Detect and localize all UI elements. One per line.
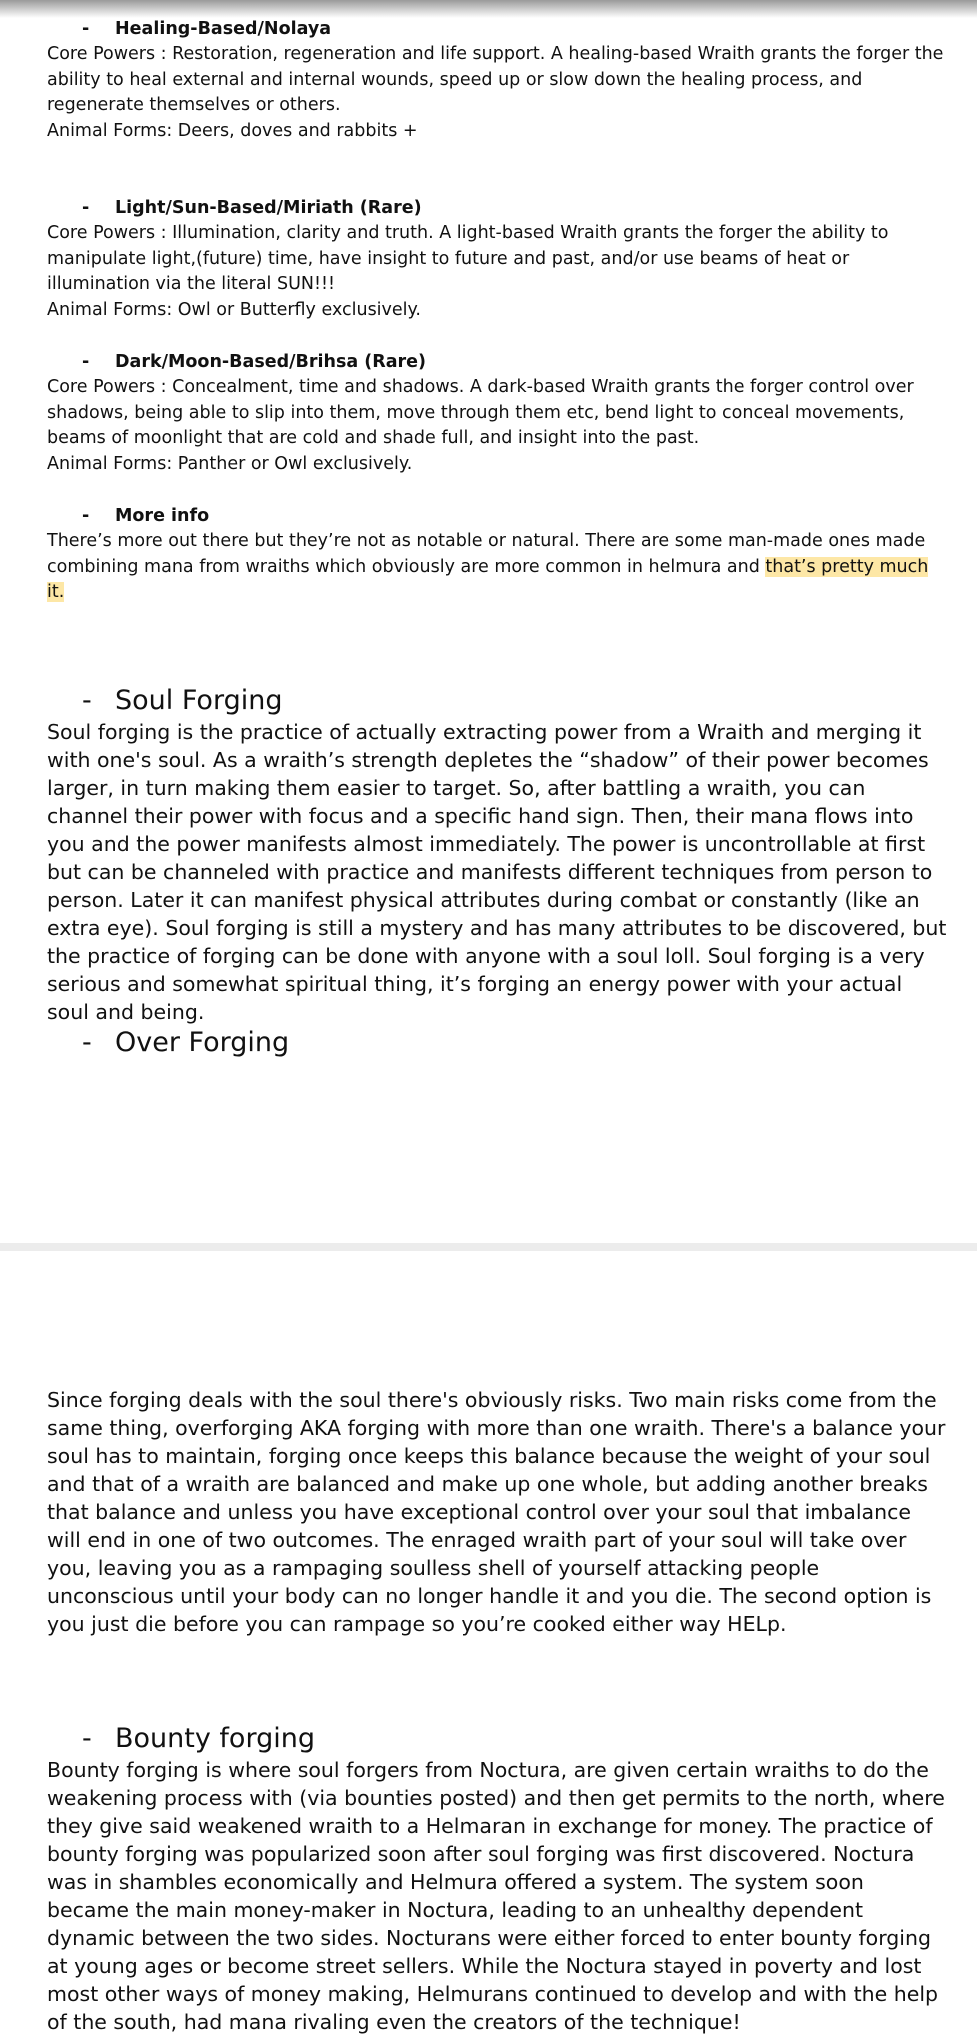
more-info-body: There’s more out there but they’re not as notable or natural. There are some man-made ones made combining mana from wraiths which obviously are more common in helmura and <box>47 531 926 577</box>
bullet-dash: - <box>82 1723 92 1754</box>
document-page-2 <box>0 1251 977 2041</box>
bullet-dash: - <box>82 506 90 526</box>
bounty-forging-text: Bounty forging is where soul forgers from Noctura, are given certain wraiths to do the weakening process with (via bounties posted) and then get permits to the north, where they give said weakened wraith to a Helmaran in exchange for money. The practice of bounty forging was popularized soon after soul forging was first discovered. Noctura was in shambles economically and Helmura offered a system. The system soon became the main money-maker in Noctura, leading to an unhealthy dependent dynamic between the two sides. Nocturans were either forced to enter bounty forging at young ages or become street sellers. While the Noctura stayed in poverty and lost most other ways of money making, Helmurans continued to develop and with the help of the south, had mana rivaling even the creators of the technique! <box>47 1758 945 2034</box>
bullet-dash: - <box>82 1027 92 1058</box>
section-heading <box>47 350 947 375</box>
section-heading <box>47 504 947 529</box>
soul-forging-text: Soul forging is the practice of actually extracting power from a Wraith and merging it with one's soul. As a wraith’s strength depletes the “shadow” of their power becomes larger, in turn making them easier to target. So, after battling a wraith, you can channel their power with focus and a specific hand sign. Then, their mana flows into you and the power manifests almost immediately. The power is uncontrollable at first but can be channeled with practice and manifests different techniques from person to person. Later it can manifest physical attributes during combat or constantly (like an extra eye). Soul forging is still a mystery and has many attributes to be discovered, but the practice of forging can be done with anyone with a soul loll. Soul forging is a very serious and somewhat spiritual thing, it’s forging an energy power with your actual soul and being. <box>47 720 947 1024</box>
section-over-forging-heading <box>47 1026 947 1060</box>
animal-forms-text: Animal Forms: Owl or Butterfly exclusively. <box>47 299 421 320</box>
heading-text: Bounty forging <box>115 1723 315 1754</box>
core-powers-text: Core Powers : Concealment, time and shadows. A dark-based Wraith grants the forger control over shadows, being able to slip into them, move through them etc, bend light to conceal movements, beams of moonlight that are cold and shade full, and insight into the past. <box>47 377 914 448</box>
over-forging-text: Since forging deals with the soul there's obviously risks. Two main risks come from the same thing, overforging AKA forging with more than one wraith. There's a balance your soul has to maintain, forging once keeps this balance because the weight of your soul and that of a wraith are balanced and make up one whole, but adding another breaks that balance and unless you have exceptional control over your soul that imbalance will end in one of two outcomes. The enraged wraith part of your soul will take over you, leaving you as a rampaging soulless shell of yourself attacking people unconscious until your body can no longer handle it and you die. The second option is you just die before you can rampage so you’re cooked either way HELp. <box>47 1388 946 1636</box>
bullet-dash: - <box>82 198 90 218</box>
more-info-text <box>47 529 947 606</box>
heading-text: More info <box>115 506 210 526</box>
section-heading <box>47 1026 947 1060</box>
page-break <box>0 1243 977 1251</box>
bullet-dash: - <box>82 352 90 372</box>
bullet-dash: - <box>82 19 90 39</box>
animal-forms-text: Animal Forms: Deers, doves and rabbits + <box>47 120 418 141</box>
section-heading <box>47 196 947 221</box>
core-powers-text: Core Powers : Restoration, regeneration and life support. A healing-based Wraith grants the forger the ability to heal external and internal wounds, speed up or slow down the healing process, and regenerate themselves or others. <box>47 44 944 115</box>
top-shadow <box>0 0 977 18</box>
section-soul-forging <box>47 684 947 1026</box>
heading-text: Over Forging <box>115 1027 290 1058</box>
highlighted-text: that’s pretty much it. <box>47 556 929 602</box>
section-heading <box>47 684 947 718</box>
heading-text: Soul Forging <box>115 685 283 716</box>
section-healing <box>47 17 947 144</box>
heading-text: Healing-Based/Nolaya <box>115 19 332 39</box>
section-bounty-forging <box>47 1722 947 2036</box>
heading-text: Light/Sun-Based/Miriath (Rare) <box>115 198 422 218</box>
section-heading <box>47 17 947 42</box>
bullet-dash: - <box>82 685 92 716</box>
animal-forms-text: Animal Forms: Panther or Owl exclusively. <box>47 453 413 474</box>
section-light <box>47 196 947 323</box>
heading-text: Dark/Moon-Based/Brihsa (Rare) <box>115 352 427 372</box>
section-heading <box>47 1722 947 1756</box>
section-more-info <box>47 504 947 606</box>
section-over-forging-body <box>47 1386 947 1638</box>
core-powers-text: Core Powers : Illumination, clarity and truth. A light-based Wraith grants the forger the ability to manipulate light,(future) time, have insight to future and past, and/or use beams of heat or illumination via the literal SUN!!! <box>47 223 889 294</box>
section-dark <box>47 350 947 477</box>
